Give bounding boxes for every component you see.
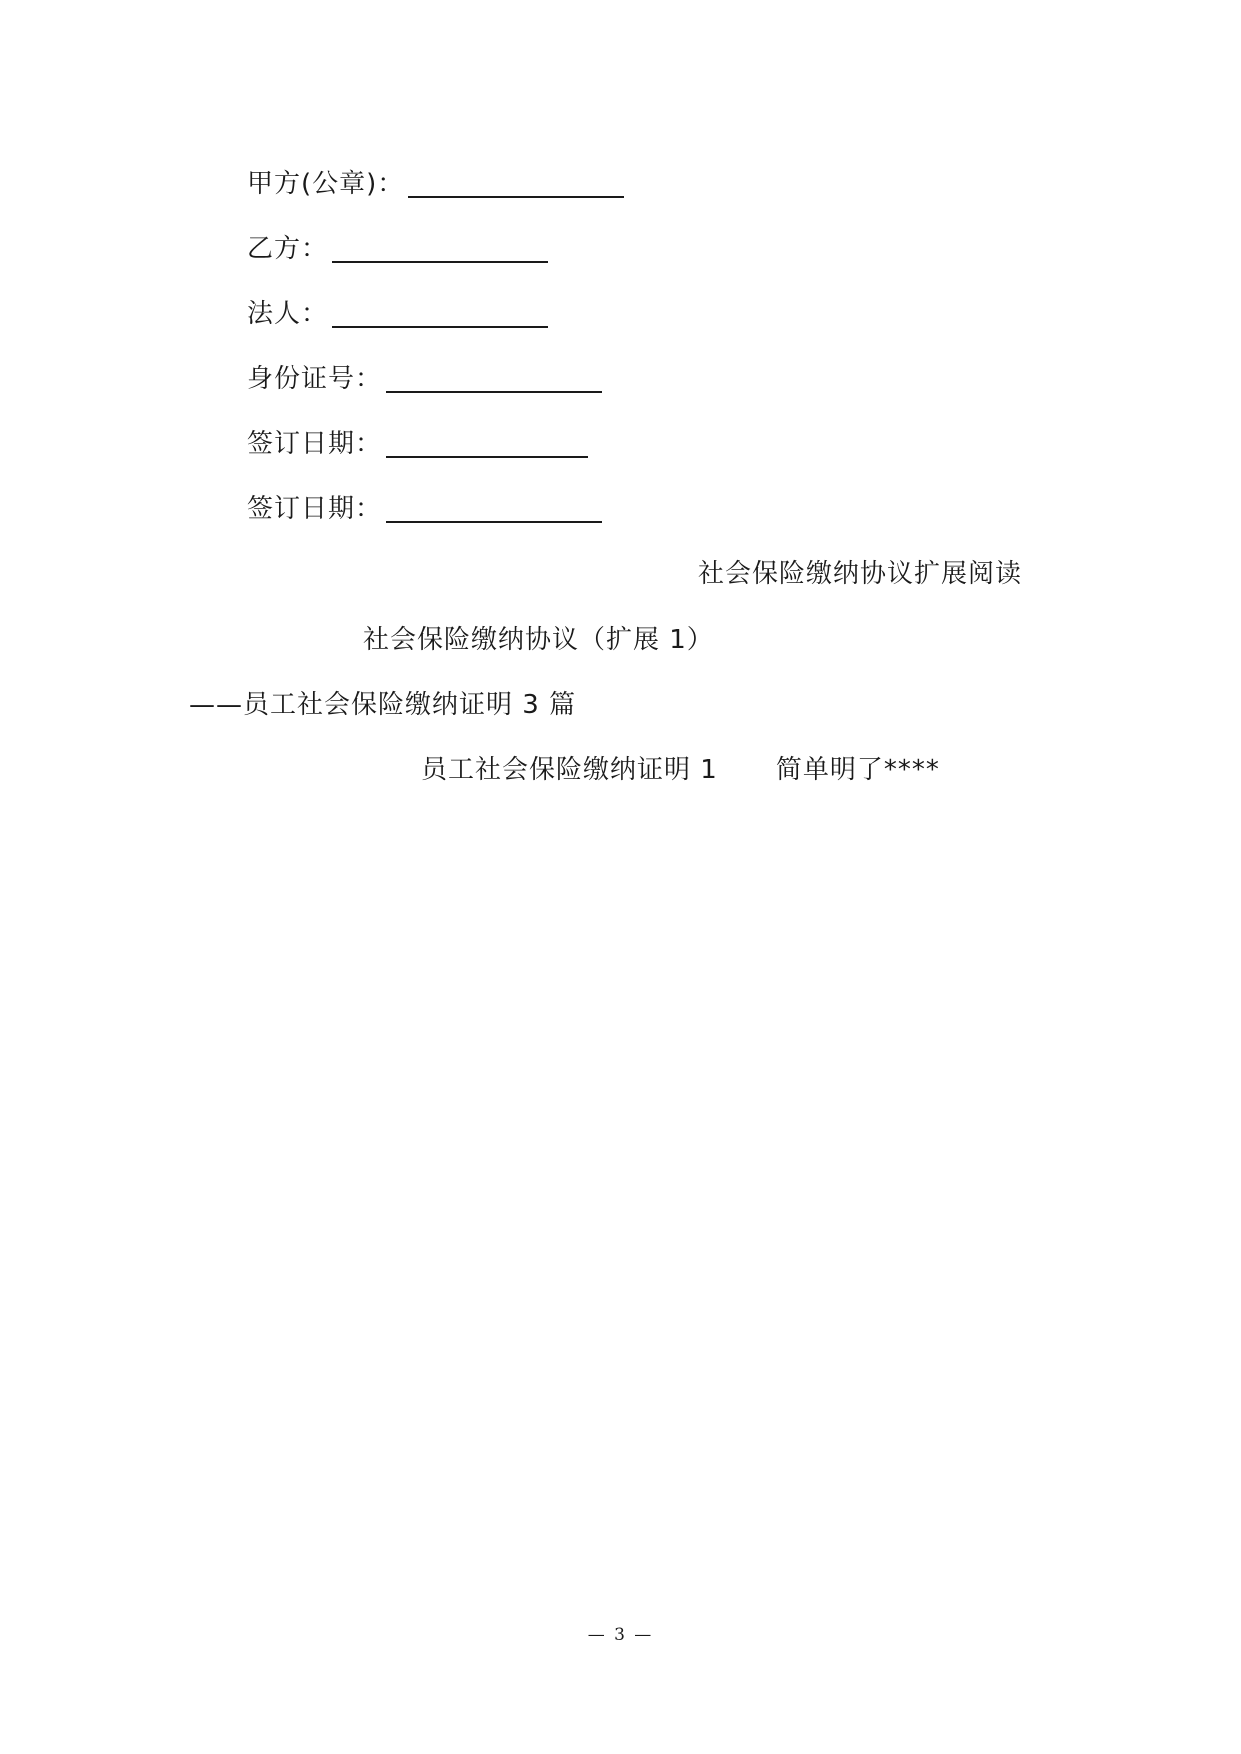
extended-reading-item-note: 简单明了****	[775, 755, 940, 785]
id-number-blank-line	[386, 363, 602, 393]
id-number-label: 身份证号：	[247, 364, 383, 394]
signature-field-party-b	[247, 231, 548, 267]
party-a-label: 甲方(公章)：	[247, 169, 405, 199]
page-number: — 3 —	[587, 1625, 654, 1645]
extended-reading-series-title: ——员工社会保险缴纳证明 3 篇	[189, 690, 577, 720]
signature-field-legal-person	[247, 296, 548, 332]
extended-reading-heading: 社会保险缴纳协议扩展阅读	[698, 559, 1023, 589]
signature-field-party-a	[247, 166, 624, 202]
sign-date-1-label: 签订日期：	[247, 429, 383, 459]
signature-field-id-number	[247, 361, 602, 397]
extended-reading-subheading: 社会保险缴纳协议（扩展 1）	[363, 625, 714, 655]
legal-person-blank-line	[332, 298, 548, 328]
party-b-label: 乙方：	[247, 234, 329, 264]
extended-reading-item-line	[421, 752, 940, 788]
sign-date-2-label: 签订日期：	[247, 494, 383, 524]
party-b-blank-line	[332, 233, 548, 263]
sign-date-1-blank-line	[386, 428, 588, 458]
party-a-blank-line	[408, 168, 624, 198]
legal-person-label: 法人：	[247, 299, 329, 329]
sign-date-2-blank-line	[386, 493, 602, 523]
signature-field-sign-date-2	[247, 491, 602, 527]
signature-field-sign-date-1	[247, 426, 588, 462]
extended-reading-item-title: 员工社会保险缴纳证明 1	[421, 755, 718, 785]
